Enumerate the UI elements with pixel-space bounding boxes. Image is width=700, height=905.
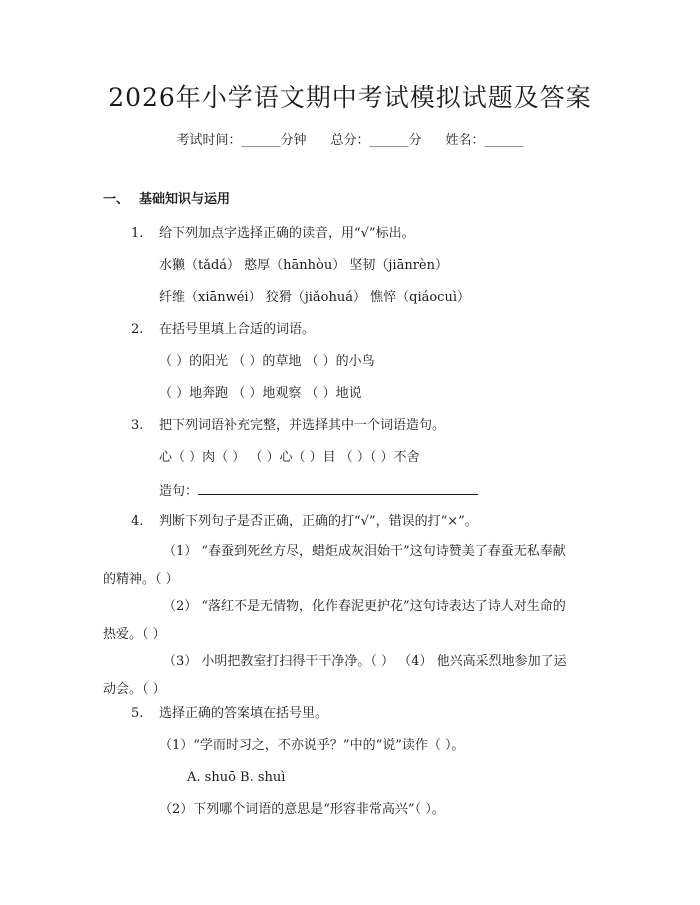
question-number: 5. — [131, 706, 144, 721]
q1-line-2: 纤维（xiānwéi） 狡猾（jiǎohuá） 憔悴（qiáocuì） — [159, 290, 470, 305]
score-unit: 分 — [408, 133, 422, 148]
question-number: 4. — [131, 514, 144, 529]
q5-sub-1-options: A. shuō B. shuì — [187, 770, 286, 785]
q4-item-2-text: （2） “落红不是无情物，化作春泥更护花”这句诗表达了诗人对生命的 — [163, 599, 566, 614]
sentence-answer-line[interactable] — [198, 480, 478, 495]
time-label: 考试时间： — [176, 133, 242, 148]
q4-item-2 — [103, 593, 600, 649]
question-2 — [131, 320, 315, 340]
name-blank: ______ — [484, 133, 524, 148]
q4-item-3-text: （3） 小明把教室打扫得干干净净。（ ） （4） 他兴高采烈地参加了运 — [163, 654, 567, 669]
time-blank: ______ — [241, 133, 281, 148]
question-prompt: 在括号里填上合适的词语。 — [159, 322, 316, 337]
exam-meta-row — [0, 131, 700, 151]
q1-line-1: 水獭（tǎdá） 憨厚（hānhòu） 坚韧（jiānrèn） — [159, 258, 448, 273]
q4-item-1-cont: 的精神。（ ） — [103, 572, 179, 587]
question-number: 2. — [131, 322, 144, 337]
page-title: 2026年小学语文期中考试模拟试题及答案 — [108, 83, 592, 112]
q2-line-1: （ ）的阳光 （ ）的草地 （ ）的小鸟 — [159, 354, 375, 369]
sentence-label: 造句： — [159, 484, 199, 499]
q4-item-3-cont: 动会。（ ） — [103, 682, 166, 697]
section-heading — [103, 190, 230, 210]
q5-sub-2: （2）下列哪个词语的意思是“形容非常高兴”（ ）。 — [159, 802, 445, 817]
score-blank: ______ — [369, 133, 409, 148]
question-3 — [131, 416, 445, 436]
q4-item-2-cont: 热爱。（ ） — [103, 627, 166, 642]
question-prompt: 选择正确的答案填在括号里。 — [159, 706, 329, 721]
question-prompt: 给下列加点字选择正确的读音，用“√”标出。 — [159, 226, 415, 241]
time-unit: 分钟 — [280, 133, 307, 148]
question-5 — [131, 704, 328, 724]
section-title: 基础知识与运用 — [139, 192, 231, 207]
question-number: 3. — [131, 418, 144, 433]
q4-item-1-text: （1） “春蚕到死丝方尽，蜡炬成灰泪始干”这句诗赞美了春蚕无私奉献 — [163, 544, 566, 559]
name-label: 姓名： — [445, 133, 485, 148]
question-number: 1. — [131, 226, 144, 241]
q4-item-3 — [103, 648, 600, 704]
q3-sentence-row — [159, 480, 478, 502]
q4-item-1 — [103, 538, 600, 594]
q5-sub-1: （1）“学而时习之，不亦说乎？”中的“说”读作（ ）。 — [159, 738, 465, 753]
question-4 — [131, 512, 478, 532]
question-prompt: 判断下列句子是否正确，正确的打“√”，错误的打“×”。 — [159, 514, 478, 529]
score-label: 总分： — [330, 133, 370, 148]
question-prompt: 把下列词语补充完整，并选择其中一个词语造句。 — [159, 418, 446, 433]
q2-line-2: （ ）地奔跑 （ ）地观察 （ ）地说 — [159, 386, 362, 401]
question-1 — [131, 224, 415, 244]
q3-line-1: 心（ ）肉（ ） （ ）心（ ）目 （ ）（ ）不舍 — [159, 450, 420, 465]
section-number: 一、 — [103, 192, 130, 207]
